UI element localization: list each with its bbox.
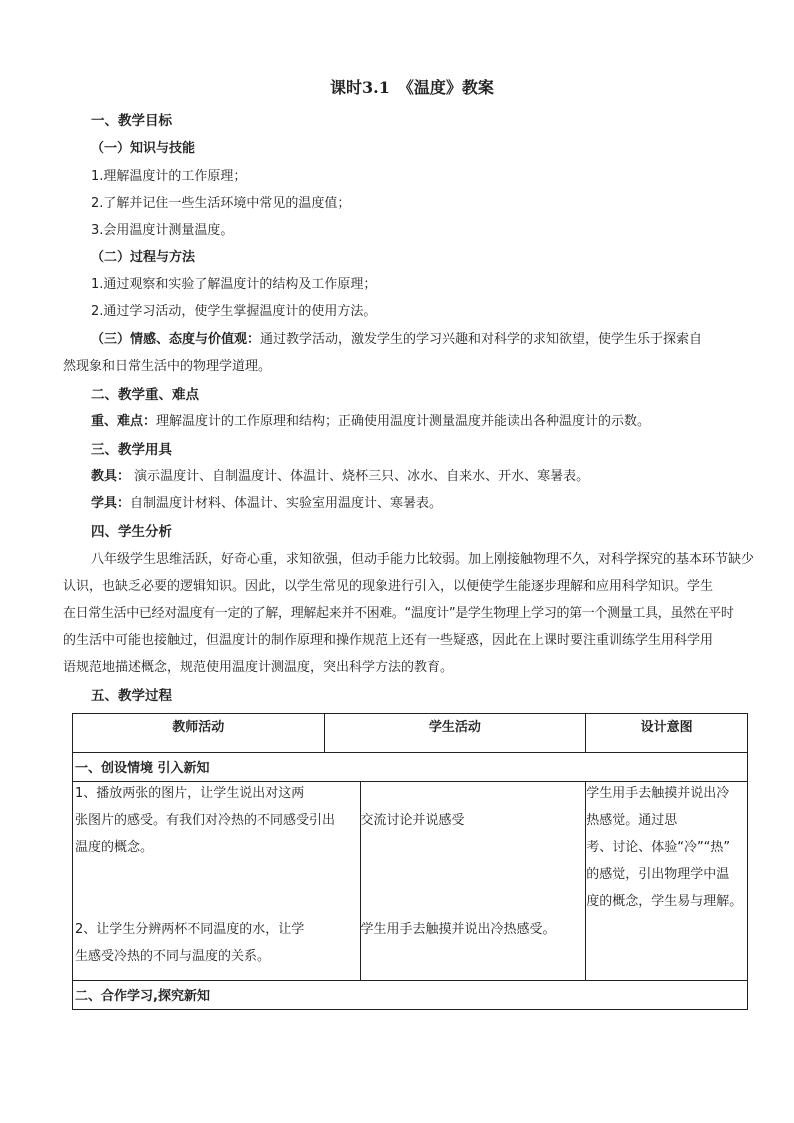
teacher-line: 张图片的感受。有我们对冷热的不同感受引出 xyxy=(75,813,336,828)
subsection-knowledge-heading: （一）知识与技能 xyxy=(91,141,196,156)
attitude-label: （三）情感、态度与价值观： xyxy=(91,332,261,347)
attitude-paragraph-line-1 xyxy=(91,332,702,348)
student-line: 学生用手去触摸并说出冷热感受。 xyxy=(360,922,556,937)
analysis-line-5: 语规范地描述概念，规范使用温度计测温度，突出科学方法的教育。 xyxy=(63,660,454,675)
key-difficulty-label: 重、难点： xyxy=(91,414,157,429)
student-line: 交流讨论并说感受 xyxy=(360,813,465,828)
intent-line: 度的概念，学生易与理解。 xyxy=(586,894,743,909)
knowledge-item-1: 1.理解温度计的工作原理； xyxy=(91,169,247,184)
teacher-activity-cell xyxy=(73,782,361,981)
process-item-1: 1.通过观察和实验了解温度计的结构及工作原理； xyxy=(91,277,377,292)
attitude-paragraph-line-2: 然现象和日常生活中的物理学道理。 xyxy=(63,359,272,374)
analysis-line-1: 八年级学生思维活跃，好奇心重，求知欲强，但动手能力比较弱。加上刚接触物理不久，对科学探究的基本环节缺少 xyxy=(91,552,755,567)
design-intent-cell xyxy=(586,782,748,981)
section-5-heading: 五、教学过程 xyxy=(91,688,172,704)
teacher-tools-line xyxy=(91,469,589,485)
teacher-line: 温度的概念。 xyxy=(75,840,154,855)
row-title-intro: 一、创设情境 引入新知 xyxy=(73,753,748,782)
section-1-heading: 一、教学目标 xyxy=(91,113,172,129)
header-teacher-activity: 教师活动 xyxy=(73,714,325,753)
process-item-2: 2.通过学习活动，使学生掌握温度计的使用方法。 xyxy=(91,304,377,319)
subsection-process-heading: （二）过程与方法 xyxy=(91,250,196,265)
intent-line: 考、讨论、体验“冷”“热” xyxy=(586,840,731,855)
analysis-line-2: 认识，也缺乏必要的逻辑知识。因此，以学生常见的现象进行引入，以便使学生能逐步理解和应用科学知识。学生 xyxy=(63,579,714,594)
analysis-line-4: 的生活中可能也接触过，但温度计的制作原理和操作规范上还有一些疑惑，因此在上课时要注重训练学生用科学用 xyxy=(63,633,714,648)
teacher-line: 生感受冷热的不同与温度的关系。 xyxy=(75,949,271,964)
header-design-intent: 设计意图 xyxy=(586,714,748,753)
table-row xyxy=(73,753,748,782)
header-student-activity: 学生活动 xyxy=(324,714,586,753)
teacher-line: 1、播放两张的图片，让学生说出对这两 xyxy=(75,786,305,801)
teacher-line: 2、让学生分辨两杯不同温度的水，让学 xyxy=(75,922,305,937)
table-row xyxy=(73,782,748,981)
page-title: 课时3.1 《温度》教案 xyxy=(330,78,494,97)
attitude-text: 通过教学活动，激发学生的学习兴趣和对科学的求知欲望，使学生乐于探索自 xyxy=(260,332,703,347)
intent-line: 学生用手去触摸并说出冷 xyxy=(586,786,730,801)
intent-line: 热感觉。通过思 xyxy=(586,813,678,828)
student-activity-cell xyxy=(360,782,586,981)
section-4-heading: 四、学生分析 xyxy=(91,524,172,540)
teaching-process-table xyxy=(72,713,748,1010)
section-3-heading: 三、教学用具 xyxy=(91,442,172,458)
teacher-tools-label: 教具： xyxy=(91,469,131,484)
analysis-line-3: 在日常生活中已经对温度有一定的了解，理解起来并不困难。“温度计”是学生物理上学习的第一个测量工具，虽然在平时 xyxy=(63,606,734,621)
section-2-heading: 二、教学重、难点 xyxy=(91,387,199,403)
key-difficulty-text: 理解温度计的工作原理和结构；正确使用温度计测量温度并能读出各种温度计的示数。 xyxy=(156,414,651,429)
table-header-row xyxy=(73,714,748,753)
knowledge-item-3: 3.会用温度计测量温度。 xyxy=(91,223,234,238)
student-tools-text: 自制温度计材料、体温计、实验室用温度计、寒暑表。 xyxy=(130,496,443,511)
student-tools-label: 学具： xyxy=(91,496,131,511)
knowledge-item-2: 2.了解并记住一些生活环境中常见的温度值； xyxy=(91,196,351,211)
intent-line: 的感觉，引出物理学中温 xyxy=(586,867,730,882)
table-row xyxy=(73,981,748,1010)
student-tools-line xyxy=(91,496,442,512)
teacher-tools-text: 演示温度计、自制温度计、体温计、烧杯三只、冰水、自来水、开水、寒暑表。 xyxy=(130,469,590,484)
key-difficulty-line xyxy=(91,414,650,430)
row-title-explore: 二、合作学习,探究新知 xyxy=(73,981,748,1010)
